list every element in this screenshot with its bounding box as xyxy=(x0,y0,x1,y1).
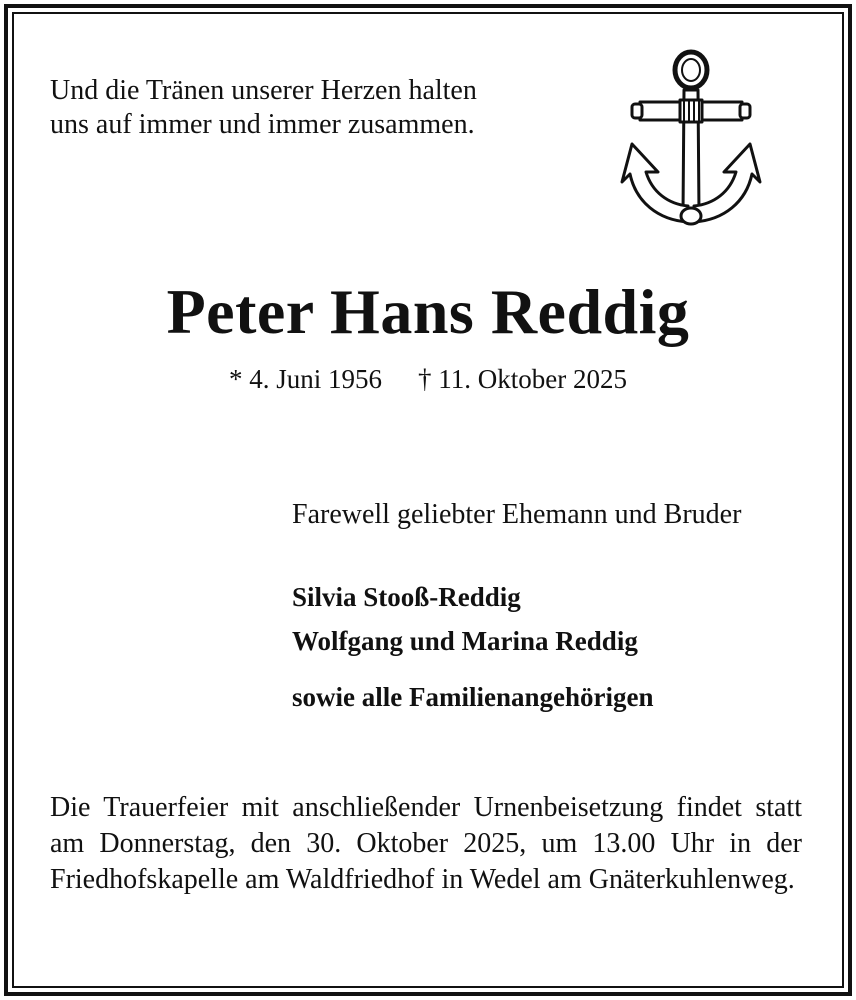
death-date: † 11. Oktober 2025 xyxy=(418,364,627,394)
motto-line-1: Und die Tränen unserer Herzen halten xyxy=(50,75,477,106)
deceased-name: Peter Hans Reddig xyxy=(166,276,690,347)
life-dates xyxy=(0,362,856,396)
farewell-line: Farewell geliebter Ehemann und Bruder xyxy=(292,499,742,530)
signer-line-3: sowie alle Familienangehörigen xyxy=(292,682,654,712)
motto xyxy=(50,74,570,142)
signer-line-1: Silvia Stooß-Reddig xyxy=(292,582,521,612)
motto-line-2: uns auf immer und immer zusammen. xyxy=(50,109,475,140)
signer-line-2: Wolfgang und Marina Reddig xyxy=(292,626,638,656)
birth-date: * 4. Juni 1956 xyxy=(229,364,383,394)
service-notice: Die Trauerfeier mit anschließender Urnenbeisetzung findet statt am Donnerstag, den 30. Oktober 2025, um 13.00 Uhr in der Friedhofskapelle am Waldfriedhof in Wedel am Gnäterkuhlenweg. xyxy=(50,792,802,895)
anchor-icon xyxy=(618,46,768,230)
